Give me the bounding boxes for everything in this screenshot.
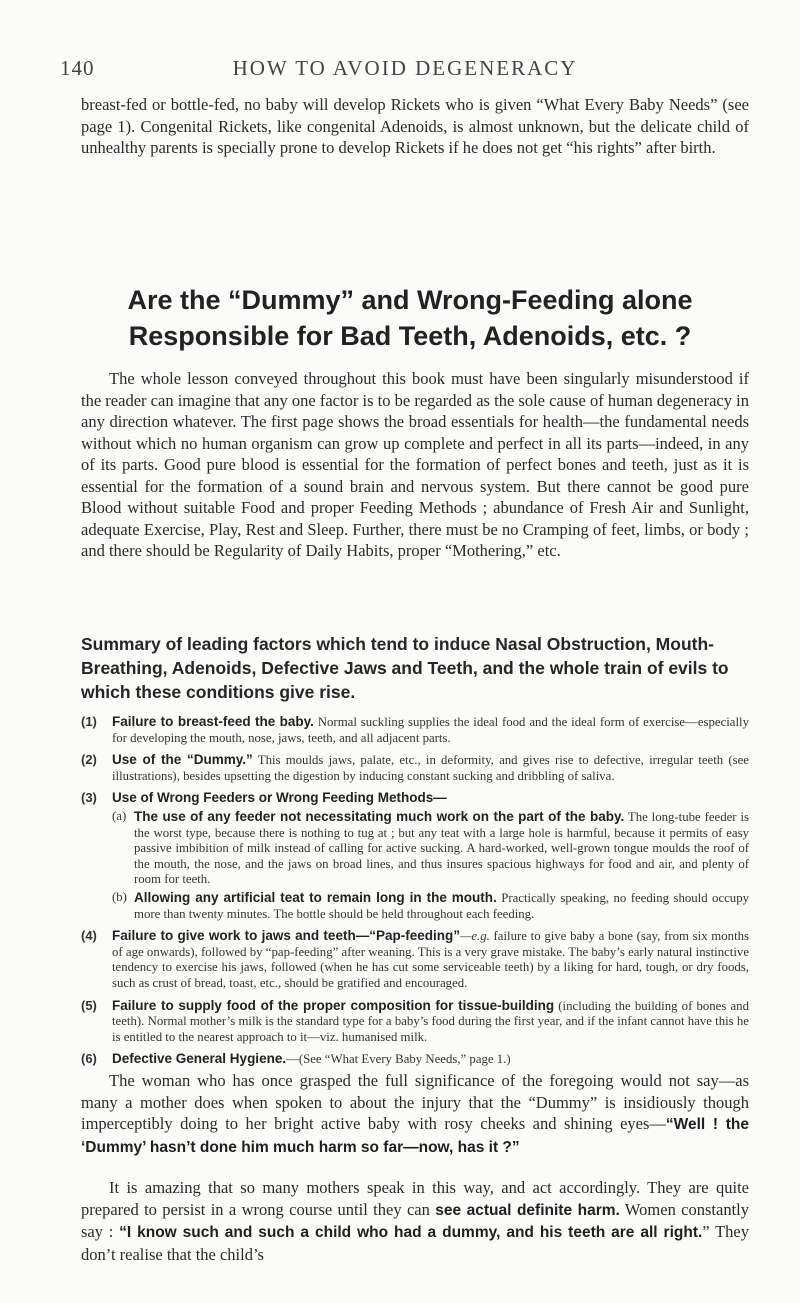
item-lead: Failure to supply food of the proper composition for tissue-building — [112, 997, 555, 1013]
list-item — [81, 1051, 749, 1068]
paragraph-text: It is amazing that so many mothers speak in this way, and act accordingly. They are quite prepared to persist in a wrong course until they can — [81, 1178, 749, 1219]
item-text: failure to give baby a bone (say, from six months of age onwards), followed by “pap-feeding” after weaning. This is a very grave mistake. The baby’s early natural instinctive tendency to exercise his jaws, followed (when he has cut some serviceable teeth) by a liking for hard, tough, or dry foods, such as crust of bread, toast, etc., should be gratified and encouraged. — [112, 929, 749, 990]
list-item — [81, 714, 749, 746]
factor-list — [81, 714, 749, 1074]
sub-list-item — [112, 890, 749, 922]
list-item — [81, 790, 749, 922]
sub-item-number: (a) — [112, 808, 127, 823]
item-lead: Defective General Hygiene. — [112, 1051, 287, 1067]
paragraph-continued: breast-fed or bottle-fed, no baby will develop Rickets who is given “What Every Baby Needs” (see page 1). Congenital Rickets, like congenital Adenoids, is almost unknown, but the delicate child of unhealthy parents is specially prone to develop Rickets if he does not get “his rights” after birth. — [81, 95, 749, 157]
section-heading: Are the “Dummy” and Wrong-Feeding alone Responsible for Bad Teeth, Adenoids, etc. ? — [127, 285, 693, 351]
paragraph-text: ” They don’t realise that the child’s — [81, 1222, 749, 1264]
item-lead: Use of Wrong Feeders or Wrong Feeding Methods— — [112, 790, 447, 806]
running-head — [60, 56, 750, 86]
item-lead: Failure to breast-feed the baby. — [112, 714, 314, 729]
item-number: (1) — [81, 714, 97, 729]
sub-item-number: (b) — [112, 889, 127, 904]
list-item — [81, 998, 749, 1046]
list-item — [81, 928, 749, 991]
sub-item-text: Practically speaking, no feeding should occupy more than twenty minutes. The bottle should be held throughout each feeding. — [134, 890, 749, 921]
item-lead: Use of the “Dummy.” — [112, 752, 253, 768]
paragraph-amazing — [81, 1177, 749, 1265]
item-text: Normal suckling supplies the ideal food and the ideal form of exercise—especially for developing the mouth, nose, jaws, teeth, and all adjacent parts. — [112, 715, 749, 745]
sub-item-lead: The use of any feeder not necessitating much work on the part of the baby. — [134, 808, 625, 824]
item-text: This moulds jaws, palate, etc., in deformity, and gives rise to defective, irregular teeth (see illustrations), besides upsetting the digestion by inducing constant sucking and dribbling of saliva. — [112, 753, 749, 783]
summary-title: Summary of leading factors which tend to induce Nasal Obstruction, Mouth-Breathing, Adenoids, Defective Jaws and Teeth, and the whole train of evils to which these conditions give rise. — [81, 634, 729, 702]
quoted-remark: “I know such and such a child who had a dummy, and his teeth are all right. — [119, 1224, 703, 1241]
item-emphasis: —e.g. — [459, 929, 490, 944]
paragraph-woman — [81, 1070, 749, 1158]
paragraph-whole-lesson: The whole lesson conveyed throughout this book must have been singularly misunderstood if the reader can imagine that any one factor is to be regarded as the sole cause of human degeneracy in any direction whatever. The first page shows the broad essentials for health—the fundamental needs without which no human organism can grow up complete and perfect in all its parts—indeed, in any of its parts. Good pure blood is essential for the formation of perfect bones and teeth, just as it is essential for the formation of a sound brain and nervous system. But there cannot be good pure Blood without suitable Food and proper Feeding Methods ; abundance of Fresh Air and Sunlight, adequate Exercise, Play, Rest and Sleep. Further, there must be no Cramping of feet, limbs, or body ; and there should be Regularity of Daily Habits, proper “Mothering,” etc. — [81, 369, 749, 560]
paragraph-text: Women constantly say : — [81, 1199, 750, 1241]
quoted-remark: “Well ! the ‘Dummy’ hasn’t done him much harm so far—now, has it ?” — [81, 1116, 750, 1156]
sub-item-text: The long-tube feeder is the worst type, because there is nothing to tug at ; but any teat with a large hole is harmful, because it permits of easy passive imbibition of milk instead of calling for active sucking. A hard-worked, well-grown tongue moulds the roof of the mouth, the nose, and the jaws on broad lines, and thus insures spacious highways for food and air, and plenty of room for teeth. — [134, 809, 749, 887]
item-number: (3) — [81, 790, 97, 806]
emphasis-phrase: see actual definite harm. — [435, 1201, 620, 1219]
item-number: (2) — [81, 752, 97, 768]
item-number: (4) — [81, 928, 97, 944]
sub-item-lead: Allowing any artificial teat to remain long in the mouth. — [134, 889, 497, 905]
sub-list-item — [112, 809, 749, 888]
item-number: (6) — [81, 1051, 97, 1067]
item-text: (including the building of bones and teeth). Normal mother’s milk is the standard type for a baby’s food during the first year, and if the infant cannot have this he is entitled to the nearest approach to it—viz. humanised milk. — [112, 998, 749, 1044]
paragraph-text: The woman who has once grasped the full significance of the foregoing would not say—as many a mother does when spoken to about the injury that the “Dummy” is insidiously though imperceptibly doing to her bright active baby with rosy cheeks and shining eyes— — [81, 1071, 749, 1133]
item-number: (5) — [81, 997, 97, 1013]
page-number: 140 — [60, 56, 95, 80]
item-text: —(See “What Every Baby Needs,” page 1.) — [286, 1052, 511, 1067]
running-title: HOW TO AVOID DEGENERACY — [232, 56, 578, 80]
list-item — [81, 752, 749, 784]
item-lead: Failure to give work to jaws and teeth—“Pap-feeding” — [112, 928, 460, 944]
